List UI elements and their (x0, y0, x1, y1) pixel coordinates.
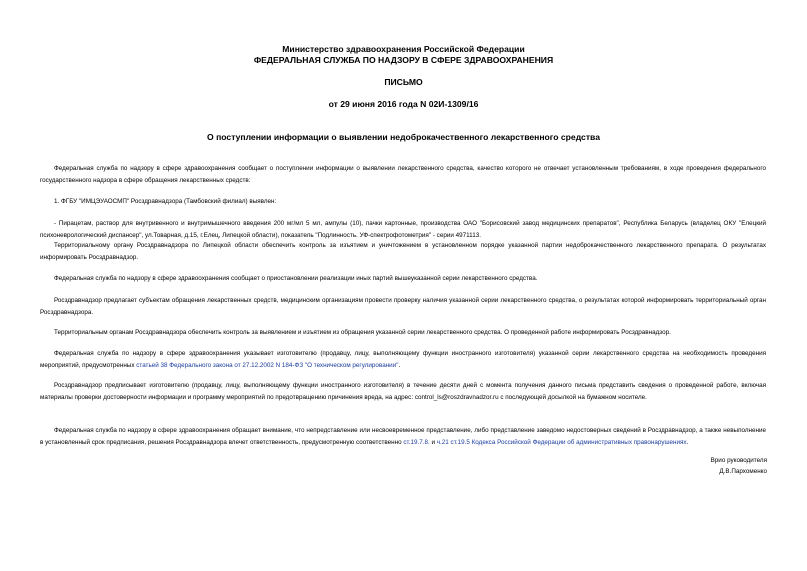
paragraph-liability (40, 425, 766, 448)
paragraph-text: Федеральная служба по надзору в сфере здравоохранения обращает внимание, что непредставление или несвоевременное представление, либо представление заведомо недостоверных сведений в Росздравнадзор, а также невыполнение в установленный срок предписания, решения Росздравнадзора влечет ответственность, предусмотренную соответственно (40, 427, 766, 446)
paragraph-drug: - Пирацетам, раствор для внутривенного и внутримышечного введения 200 мг/мл 5 мл, ампулы (10), пачки картонные, производства ОАО "Борисовский завод медицинских препаратов", Республика Беларусь (владелец ОКУ "Елецкий психоневрологический диспансер", ул.Товарная, д.15, г.Елец, Липецкой области), показатель "Подлинность. УФ-спектрофотометрия" - серии 4971113. (40, 220, 766, 239)
document-title: О поступлении информации о выявлении недоброкачественного лекарственного средства (207, 132, 600, 142)
paragraph-subjects-check: Росздравнадзор предлагает субъектам обращения лекарственных средств, медицинским организациям провести проверку наличия указанной серии лекарственного средства, о результатах которой информировать территориальный орган Росздравнадзора. (40, 297, 766, 316)
paragraph-prescription: Росздравнадзор предписывает изготовителю (продавцу, лицу, выполняющему функции иностранного изготовителя) в течение десяти дней с момента получения данного письма представить сведения о проведенной работе, включая материалы проверки достоверности информации и программу мероприятий по предотвращению причинения вреда, на адрес: control_ls@roszdravnadzor.ru с последующей досылкой на бумажном носителе. (40, 382, 766, 401)
koap-article-19-5-link[interactable]: ч.21 ст.19.5 Кодекса Российской Федерации об административных правонарушениях (436, 438, 687, 446)
paragraph-text: . (686, 438, 689, 446)
koap-article-19-7-8-link[interactable]: ст.19.7.8. (403, 438, 430, 446)
paragraph-territorial-control: Территориальным органам Росздравнадзора обеспечить контроль за выявлением и изъятием из обращения указанной серии лекарственного средства. О проведенной работе информировать Росздравнадзор. (54, 329, 671, 336)
service-name: ФЕДЕРАЛЬНАЯ СЛУЖБА ПО НАДЗОРУ В СФЕРЕ ЗДРАВООХРАНЕНИЯ (253, 55, 554, 65)
signature-position: Врио руководителя (710, 457, 767, 464)
paragraph-lab: 1. ФГБУ "ИМЦЭУАОСМП" Росздравнадзора (Тамбовский филиал) выявлен: (54, 198, 277, 205)
ministry-name: Министерство здравоохранения Российской Федерации (282, 44, 525, 54)
law-184-fz-link[interactable]: статьей 38 Федерального закона от 27.12.2002 N 184-ФЗ "О техническом регулировании" (136, 361, 399, 369)
paragraph-text: и (429, 438, 437, 446)
paragraph-manufacturer-measures (40, 348, 766, 371)
signature-name: Д.В.Пархоменко (719, 468, 767, 475)
paragraph-territorial-lipetsk: Территориальному органу Росздравнадзора по Липецкой области обеспечить контроль за изъятием и уничтожением в установленном порядке указанной партии недоброкачественного лекарственного препарата. О результатах информировать Росздравнадзор. (40, 242, 766, 261)
document-date-number: от 29 июня 2016 года N 02И-1309/16 (328, 99, 479, 109)
paragraph-suspension: Федеральная служба по надзору в сфере здравоохранения сообщает о приостановлении реализации иных партий вышеуказанной серии лекарственного средства. (54, 275, 538, 282)
paragraph-text: . (398, 361, 401, 369)
paragraph-text: Федеральная служба по надзору в сфере здравоохранения указывает изготовителю (продавцу, лицу, выполняющему функции иностранного изготовителя) указанной серии лекарственного средства на необходимость проведения мероприятий, предусмотренных (40, 350, 766, 369)
paragraph-intro: Федеральная служба по надзору в сфере здравоохранения сообщает о поступлении информации о выявлении лекарственного средства, качество которого не отвечает установленным требованиям, в ходе проведения федерального государственного надзора в сфере обращения лекарственных средств: (40, 165, 766, 184)
document-type: ПИСЬМО (384, 77, 423, 87)
